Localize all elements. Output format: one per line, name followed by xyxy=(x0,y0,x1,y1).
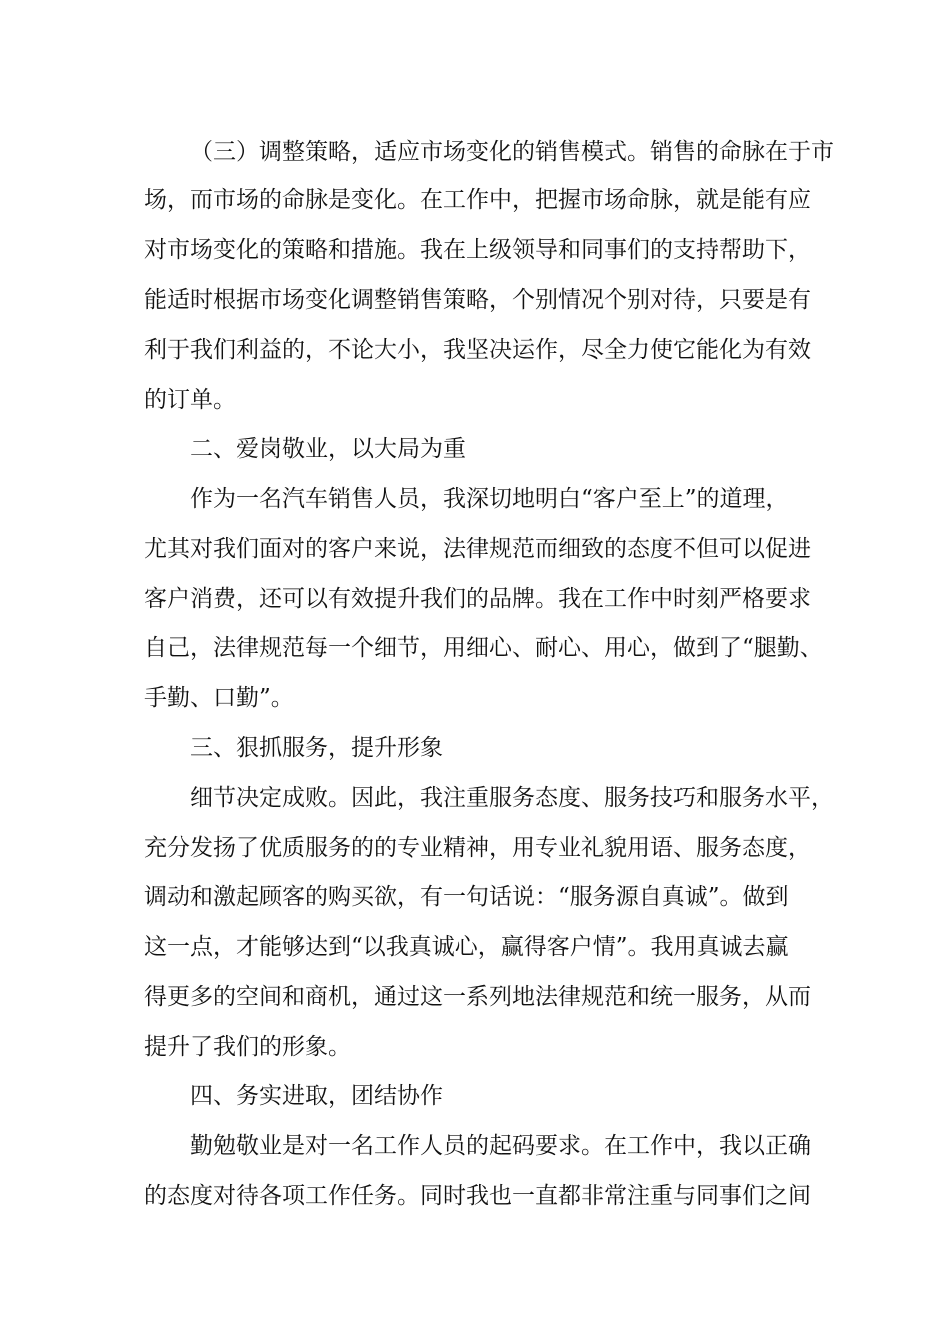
paragraph-line: 这一点，才能够达到“以我真诚心，赢得客户情”。我用真诚去赢 xyxy=(144,934,789,960)
paragraph-line: 利于我们利益的，不论大小，我坚决运作，尽全力使它能化为有效 xyxy=(144,337,811,363)
paragraph-line: 作为一名汽车销售人员，我深切地明白“客户至上”的道理， xyxy=(190,486,789,512)
paragraph-line: 对市场变化的策略和措施。我在上级领导和同事们的支持帮助下， xyxy=(144,237,811,263)
paragraph-line: 场，而市场的命脉是变化。在工作中，把握市场命脉，就是能有应 xyxy=(144,187,811,213)
paragraph-line: 能适时根据市场变化调整销售策略，个别情况个别对待，只要是有 xyxy=(144,287,811,313)
section-heading: 四、务实进取，团结协作 xyxy=(190,1083,443,1109)
paragraph-line: 调动和激起顾客的购买欲，有一句话说：“服务源自真诚”。做到 xyxy=(144,884,789,910)
paragraph-line: 勤勉敬业是对一名工作人员的起码要求。在工作中，我以正确 xyxy=(190,1133,811,1159)
paragraph-line: 手勤、口勤”。 xyxy=(144,685,294,711)
paragraph-line: 充分发扬了优质服务的的专业精神，用专业礼貌用语、服务态度， xyxy=(144,835,811,861)
paragraph-line: 的订单。 xyxy=(144,387,236,413)
paragraph-line: 尤其对我们面对的客户来说，法律规范而细致的态度不但可以促进 xyxy=(144,536,811,562)
paragraph-line: 细节决定成败。因此，我注重服务态度、服务技巧和服务水平， xyxy=(190,785,834,811)
paragraph-line: 提升了我们的形象。 xyxy=(144,1034,351,1060)
section-heading: 二、爱岗敬业，以大局为重 xyxy=(190,436,466,462)
paragraph-line: （三）调整策略，适应市场变化的销售模式。销售的命脉在于市 xyxy=(190,139,834,165)
paragraph-line: 的态度对待各项工作任务。同时我也一直都非常注重与同事们之间 xyxy=(144,1183,811,1209)
paragraph-line: 客户消费，还可以有效提升我们的品牌。我在工作中时刻严格要求 xyxy=(144,586,811,612)
paragraph-line: 自己，法律规范每一个细节，用细心、耐心、用心，做到了“腿勤、 xyxy=(144,635,823,661)
paragraph-line: 得更多的空间和商机，通过这一系列地法律规范和统一服务，从而 xyxy=(144,984,811,1010)
section-heading: 三、狠抓服务，提升形象 xyxy=(190,735,443,761)
